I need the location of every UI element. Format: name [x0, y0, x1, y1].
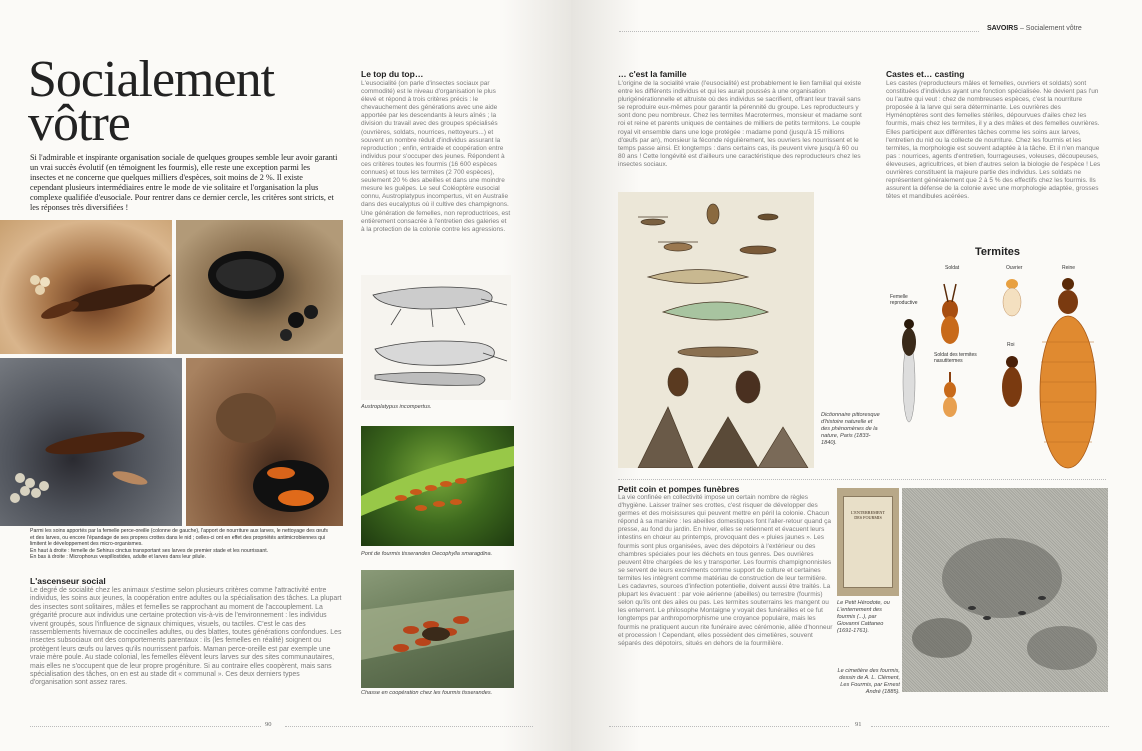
label-ouvrier: Ouvrier [1006, 265, 1023, 271]
label-femelle: Femelle reproductive [890, 294, 918, 306]
ant-bridge-caption: Pont de fourmis tisserandes Oecophylla smaragdina. [361, 551, 493, 557]
insect-plate-engraving [618, 192, 814, 468]
right-page [571, 0, 1142, 751]
termite-femelle-icon [902, 319, 916, 422]
label-reine: Reine [1062, 265, 1076, 271]
label-roi: Roi [1007, 342, 1015, 348]
beetle-caption: Austroplatypus incompertus. [361, 404, 432, 410]
book-caption: Le Petit Hérodote, ou L'enterrement des fourmis (...), par Giovanni Cattaneo (1691-1761). [837, 600, 890, 634]
running-header-section: SAVOIRS [987, 25, 1018, 32]
running-header-topic: Socialement vôtre [1025, 25, 1082, 32]
ant-cemetery-engraving [902, 488, 1108, 692]
intro-paragraph: Si l'admirable et inspirante organisation sociale de quelques groupes semble leur avoir garanti un vrai succès évolutif (en témoignent les fourmis), elle reste une exception parmi les insectes et ne concerne que quelques milliers d'espèces, soit moins de 2 %. Il existe cependant plusieurs intermédiaires entre le mode de vie solitaire et l'organisation la plus complexe qualifiée d'eusociale. Pour rentrer dans ce dernier cercle, les critères sont stricts, et les réponses très diversifiées ! [30, 153, 338, 212]
beetle-engraving [361, 275, 511, 400]
book-cover-title: L'ENTERREMENT DES FOURMIS [850, 510, 886, 520]
termite-reine-icon [1040, 278, 1096, 468]
book-cover-photo [837, 488, 899, 596]
label-soldat: Soldat [945, 265, 960, 271]
castes-heading: Castes et… casting [886, 69, 965, 79]
running-header [987, 25, 1082, 32]
weaver-ant-hunt-photo [361, 570, 514, 688]
earwig-photo-2 [0, 358, 182, 526]
ascenseur-text: Le degré de socialité chez les animaux s'estime selon plusieurs critères comme l'attractivité entre individus, les soins aux jeunes, la coopération entre adultes ou la spécialisation des tâches. La plupart des insectes sont solitaires, mâles et femelles se rapprochant au moment de l'accouplement. La grégarité procure aux individus une certaine protection vis-à-vis de l'environnement : les individus vivent groupés, sous l'influence de signaux chimiques, visuels, ou tactiles. C'est le cas des rassemblements hivernaux de coccinelles adultes, ou des blattes, toutes générations confondues. Les insectes subsociaux ont des comportements parentaux : ils (les femelles en réalité) soignent ou protègent leurs œufs ou larves qu'ils nourrissent parfois. Maman perce-oreille est par exemple une vraie mère poule. Au stade colonial, les femelles élèvent leurs larves sur des sites communautaires, mais elles ne s'occupent que de leur propre progéniture. Si au contraire elles coopèrent, mais sans spécialisation des tâches, on en est au stade dit « communal ». Ces deux derniers types d'organisation sont assez rares. [30, 587, 342, 687]
termite-soldat-icon [941, 284, 959, 344]
weaver-ant-bridge-photo [361, 426, 514, 546]
label-soldat-nasute: Soldat des termites nasutitermes [934, 352, 977, 364]
famille-heading: … c'est la famille [618, 69, 687, 79]
top-heading: Le top du top… [361, 69, 424, 79]
termite-nasute-icon [943, 372, 957, 417]
running-header-separator: – [1018, 25, 1026, 32]
ant-hunt-caption: Chasse en coopération chez les fourmis tisserandes. [361, 690, 493, 696]
page-number-left: 90 [265, 721, 272, 728]
ascenseur-heading: L'ascenseur social [30, 576, 106, 586]
funebres-text: La vie confinée en collectivité impose un certain nombre de règles d'hygiène. Laisser traîner ses crottes, c'est risquer de développer des germes et des moisissures qui peuvent mettre en péril la colonie. Chacun répond à sa manière : les abeilles domestiques font l'aller-retour quand ça presse, au fond du jardin. En hiver, elles se retiennent et évacuent leurs intestins en chœur au printemps, provoquant des « pluies jaunes ». Les fourmis sont plus organisées, avec des dépotoirs à l'extérieur ou des chambres spéciales pour les déchets en tous genres. Des ouvrières peuvent être chargées de les y transporter. Les fourmis champignonnistes se servent de leurs excréments comme support de culture et certaines termites les intègrent comme matériau de construction de leur termitière. Les cadavres, sources d'infection potentielle, doivent aussi être traités. La plupart les évacuent : par voie aérienne (abeilles) ou terrestre (fourmis) selon qu'ils ont des ailes ou pas. Les termites souterrains les mangent ou les enterrent. Le philosophe Montaigne y voyait des funérailles et ce fut longtemps par anthropomorphisme une croyance populaire, mais les fourmis ne pratiquent aucun rite funéraire avec cérémonie, allée d'honneur et procession ! Cependant, elles possèdent des cimetières, souvent séparés des dépotoirs, situés en dehors de la fourmilière. [618, 494, 833, 647]
section-rule [618, 479, 1106, 480]
shieldbug-photo [176, 220, 343, 354]
earwig-photo-1 [0, 220, 172, 354]
termite-roi-icon [1002, 356, 1022, 407]
dictionary-caption: Dictionnaire pittoresque d'histoire naturelle et des phénomènes de la nature, Paris (1833-1840). [821, 412, 880, 446]
footer-rule-left-2 [285, 726, 533, 727]
page-number-right: 91 [855, 721, 862, 728]
famille-text: L'origine de la socialité vraie (l'eusocialité) est probablement le lien familial qui existe entre les différents individus et qui les aurait poussés à une organisation plurigénérationnelle et altruiste où des individus se sacrifient, offrant leur travail sans se reproduire eux-mêmes pour garantir la pérennité du groupe. Les reproducteurs y sont donc peu nombreux. Chez les termites Macrotermes, monsieur et madame sont roi et reine et parents uniques de centaines de milliers de petits termitons. Le couple royal vit ensemble dans une loge protégée : madame pond (jusqu'à 15 millions d'œufs par an), monsieur la féconde régulièrement, les ouvriers les nourrissent et le temps passe ainsi. Et longtemps : dans certains cas, ils peuvent vivre jusqu'à 60 ou 80 ans ! Cette longévité est d'ailleurs une caractéristique des reproducteurs chez les insectes sociaux. [618, 80, 862, 168]
termites-title: Termites [975, 246, 1021, 258]
footer-rule-right [609, 726, 849, 727]
funebres-heading: Petit coin et pompes funèbres [618, 484, 740, 494]
page-title: Socialement vôtre [28, 51, 275, 152]
footer-rule-right-2 [871, 726, 1109, 727]
burying-beetle-photo [186, 358, 343, 526]
photo-captions: Parmi les soins apportés par la femelle perce-oreille (colonne de gauche), l'apport de nourriture aux larves, le nettoyage des œufs et des larves, ou encore l'épandage de ses propres crottes dans le nid ; celles-ci ont en effet des propriétés antimicrobiennes qui limitent le développement des micro-organismes. En haut à droite : femelle de Sehirus cinctus transportant ses larves de premier stade et les nourrissant. En bas à droite : Microphorus vespillostides, adulte et larves dans leur pilule. [30, 528, 328, 561]
header-rule [619, 31, 979, 32]
footer-rule-left [30, 726, 261, 727]
termites-illustration [884, 262, 1106, 472]
castes-text: Les castes (reproducteurs mâles et femelles, ouvriers et soldats) sont constituées d'individus ayant une fonction spécialisée. Ne devient pas l'un ou l'autre qui veut : chez de nombreuses espèces, c'est la nourriture proposée à la larve qui sera déterminante. Les ouvrières des Hyménoptères sont des femelles stériles, dépourvues d'ailes chez les fourmis, mais chez les termites, il y a des mâles et des femelles ouvrières. Elles participent aux différentes tâches comme les soins aux larves, l'entretien du nid ou la collecte de nourriture. Chez les fourmis et les termites, la morphologie est souvent adaptée à la tâche. Et il n'en manque pas : nourrices, agents d'entretien, fourrageuses, voleuses, découpeuses, éleveuses, agricultrices, et bien d'autres selon la biologie de l'espèce ! Les ouvrières constituent la majeure partie des individus. Les soldats ne représentent généralement que 2 à 5 % des effectifs chez les fourmis. Ils assurent la défense de la colonie avec une morphologie adaptée, grosses têtes et mandibules acérées. [886, 80, 1101, 201]
top-text: L'eusocialité (on parle d'insectes sociaux par commodité) est le niveau d'organisation le plus élevé et répond à trois critères précis : le chevauchement des générations avec une aide apportée par les descendants à leurs aînés ; la division du travail avec des groupes spécialisés (ouvrières, soldats, nourrices, nettoyeurs...) et souvent un nombre réduit d'individus assurant la reproduction ; enfin, entraide et coopération entre individus pour s'occuper des jeunes. Répondent à ces critères toutes les fourmis (16 600 espèces connues) et tous les termites (2 700 espèces), seulement 20 % des abeilles et dans une moindre mesure les guêpes. Le seul Coléoptère eusocial connu, Austroplatypus incompertus, vit en Australie dans des eucalyptus où il cultive des champignons. Une génération de femelles, non reproductrices, est entièrement consacrée à l'entretien des galeries et à la protection de la colonie contre les agressions. [361, 80, 511, 233]
termite-ouvrier-icon [1003, 279, 1021, 316]
cemetery-caption: Le cimetière des fourmis, dessin de A. L. Clément, Les Fourmis, par Ernest André (1885). [837, 668, 900, 695]
